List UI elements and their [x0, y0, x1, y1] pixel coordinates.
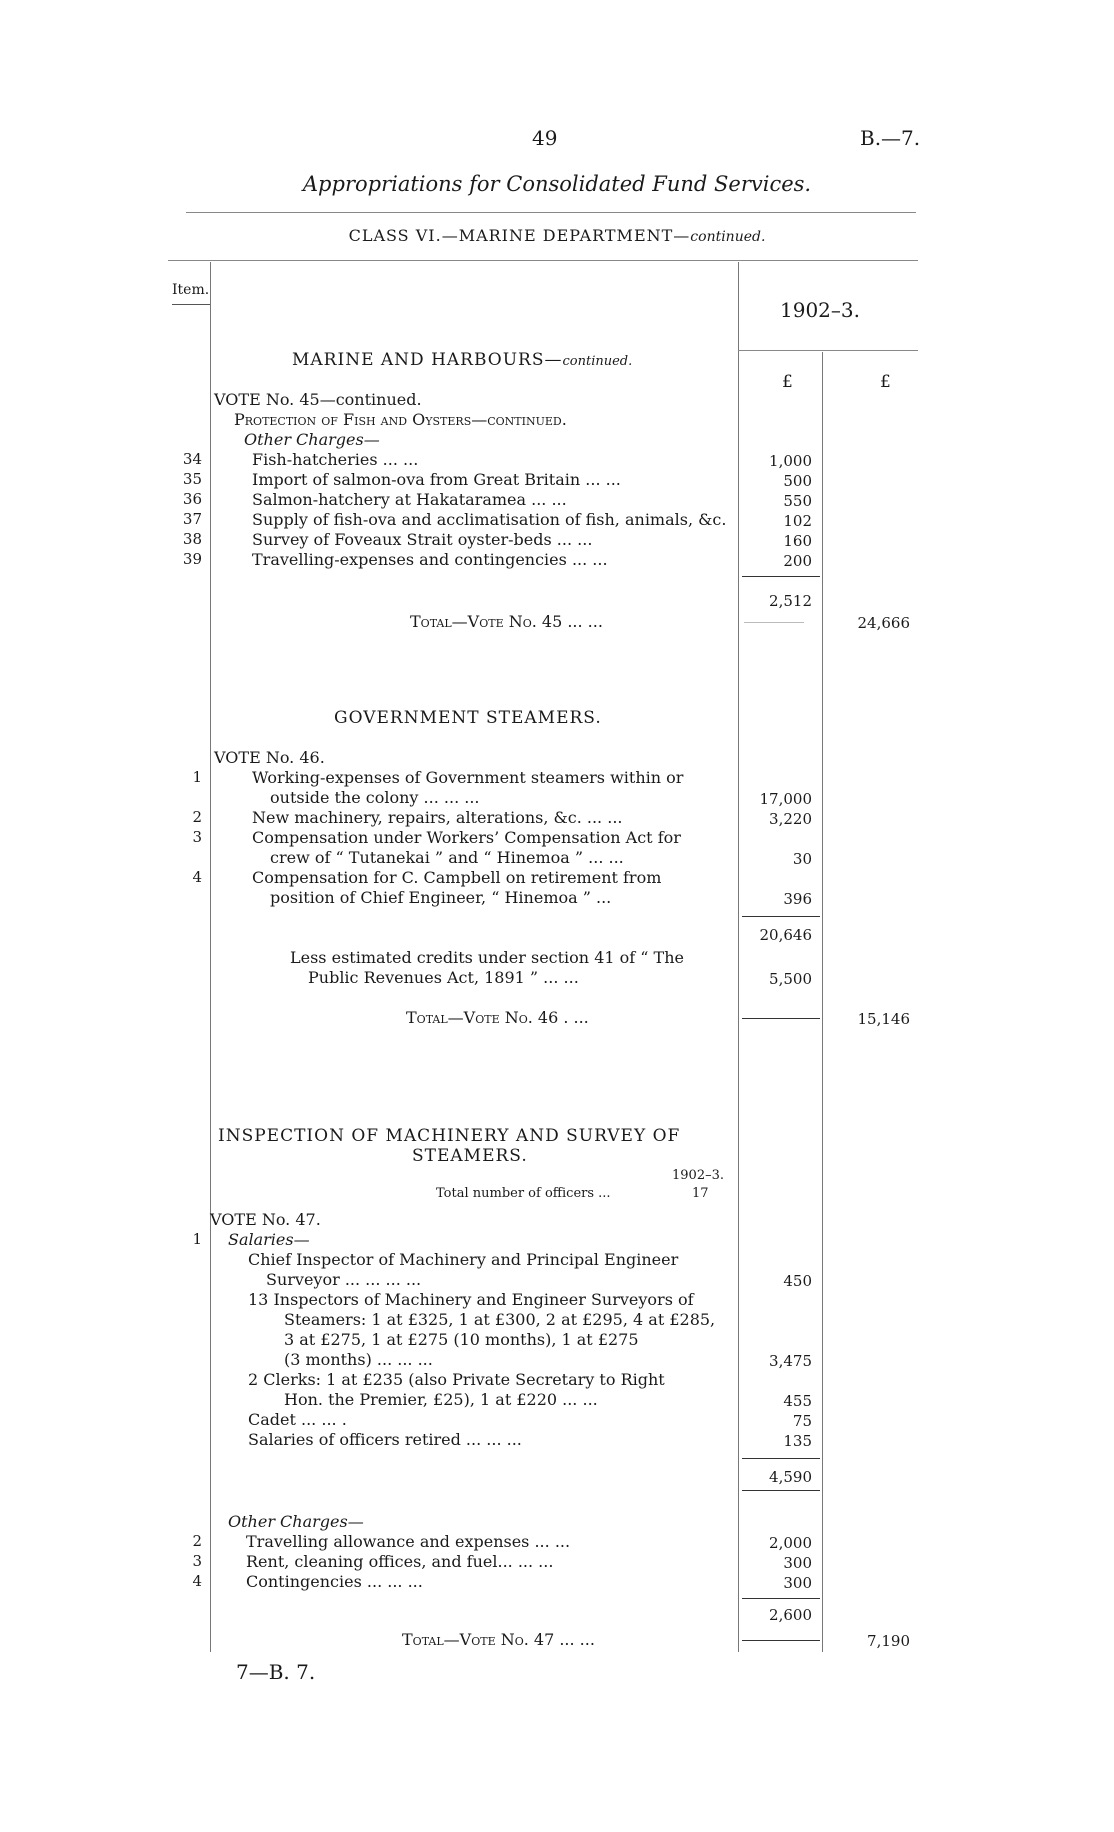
line-item-amount: 300 [783, 1554, 812, 1572]
item-number: 2 [192, 1532, 202, 1550]
vote-45-subtotal: 2,512 [769, 592, 812, 610]
line-item-label: Contingencies ... ... ... [246, 1572, 423, 1591]
item-number: 35 [182, 470, 202, 488]
vote-46-heading: VOTE No. 46. [214, 748, 325, 767]
line-item-label: Import of salmon-ova from Great Britain ... ... [252, 470, 621, 489]
vote-46-total: 15,146 [857, 1010, 910, 1028]
page-title: Appropriations for Consolidated Fund Services. [302, 172, 812, 196]
line-item-label: Salaries of officers retired ... ... ... [248, 1430, 522, 1449]
line-item-label: Rent, cleaning offices, and fuel... ... ... [246, 1552, 554, 1571]
currency-symbol-1: £ [782, 372, 793, 392]
item-number: 4 [192, 868, 202, 886]
less-credits-label: Less estimated credits under section 41 of “ The [290, 948, 684, 967]
item-column-header: Item. [172, 282, 210, 298]
line-item-label: Survey of Foveaux Strait oyster-beds ... ... [252, 530, 593, 549]
year-column-header: 1902–3. [780, 298, 860, 322]
line-item-label-cont: position of Chief Engineer, “ Hinemoa ” ... [270, 888, 612, 907]
line-item-label: Compensation under Workers’ Compensation Act for [252, 828, 681, 847]
line-item-amount: 17,000 [759, 790, 812, 808]
item-number: 38 [182, 530, 202, 548]
line-item-amount: 75 [792, 1412, 812, 1430]
amount-column-divider [822, 352, 823, 1652]
vote-47-total-label: Total—Vote No. 47 ... ... [402, 1630, 595, 1649]
line-item-label: 13 Inspectors of Machinery and Engineer Surveyors of [248, 1290, 694, 1309]
item-number: 1 [192, 1230, 202, 1248]
subtotal-rule [742, 916, 820, 917]
subtotal-rule [742, 1458, 820, 1459]
vote-47-heading: VOTE No. 47. [210, 1210, 321, 1229]
vote-45-total: 24,666 [857, 614, 910, 632]
line-item-label-cont: outside the colony ... ... ... [270, 788, 480, 807]
vote-45-total-label: Total—Vote No. 45 ... ... [410, 612, 603, 631]
item-number: 34 [182, 450, 202, 468]
line-item-label-cont: crew of “ Tutanekai ” and “ Hinemoa ” ... ... [270, 848, 624, 867]
line-item-amount: 550 [783, 492, 812, 510]
section-title-government-steamers: GOVERNMENT STEAMERS. [334, 708, 602, 728]
total-rule [742, 1018, 820, 1019]
less-credits-amount: 5,500 [769, 970, 812, 988]
line-item-amount: 3,475 [769, 1352, 812, 1370]
line-item-label: Chief Inspector of Machinery and Principal Engineer [248, 1250, 679, 1269]
line-item-amount: 160 [783, 532, 812, 550]
line-item-label: New machinery, repairs, alterations, &c. ... ... [252, 808, 623, 827]
vote-46-total-label: Total—Vote No. 46 . ... [406, 1008, 589, 1027]
item-number: 3 [192, 828, 202, 846]
line-item-label-cont: Steamers: 1 at £325, 1 at £300, 2 at £295, 4 at £285, [284, 1310, 716, 1329]
less-credits-label-cont: Public Revenues Act, 1891 ” ... ... [308, 968, 579, 987]
other-charges-label: Other Charges— [228, 1512, 364, 1531]
vote-46-subtotal: 20,646 [759, 926, 812, 944]
item-header-underline [172, 304, 210, 305]
line-item-amount: 455 [783, 1392, 812, 1410]
section-title-marine-harbours: MARINE AND HARBOURS—continued. [292, 350, 633, 370]
fish-oysters-subhead: Protection of Fish and Oysters—continued. [234, 410, 567, 429]
line-item-label: Fish-hatcheries ... ... [252, 450, 419, 469]
officers-count: 17 [692, 1186, 709, 1201]
item-number: 2 [192, 808, 202, 826]
line-item-label-cont: (3 months) ... ... ... [284, 1350, 433, 1369]
line-item-amount: 135 [783, 1432, 812, 1450]
line-item-label-cont: Hon. the Premier, £25), 1 at £220 ... ... [284, 1390, 598, 1409]
line-item-amount: 2,000 [769, 1534, 812, 1552]
line-item-amount: 500 [783, 472, 812, 490]
document-code: B.—7. [860, 126, 921, 150]
charges-subtotal: 2,600 [769, 1606, 812, 1624]
vote-45-heading: VOTE No. 45—continued. [214, 390, 422, 409]
line-item-label: Supply of fish-ova and acclimatisation of fish, animals, &c. [252, 510, 727, 529]
line-item-label: Cadet ... ... . [248, 1410, 347, 1429]
subtotal-rule [742, 1598, 820, 1599]
footer-signature: 7—B. 7. [236, 1660, 316, 1684]
line-item-label-cont: Surveyor ... ... ... ... [266, 1270, 422, 1289]
line-item-label-cont: 3 at £275, 1 at £275 (10 months), 1 at £275 [284, 1330, 639, 1349]
other-charges-label: Other Charges— [244, 430, 380, 449]
line-item-amount: 3,220 [769, 810, 812, 828]
subtotal-rule [742, 576, 820, 577]
item-number: 4 [192, 1572, 202, 1590]
total-rule [742, 1640, 820, 1641]
section-title-inspection: INSPECTION OF MACHINERY AND SURVEY OF [218, 1126, 681, 1146]
item-column-divider [210, 262, 211, 1652]
officers-year: 1902–3. [672, 1168, 724, 1183]
title-rule [186, 212, 916, 213]
vote-47-total: 7,190 [867, 1632, 910, 1650]
line-item-amount: 200 [783, 552, 812, 570]
item-number: 3 [192, 1552, 202, 1570]
salaries-label: Salaries— [228, 1230, 310, 1249]
line-item-label: Compensation for C. Campbell on retirement from [252, 868, 662, 887]
salaries-subtotal: 4,590 [769, 1468, 812, 1486]
line-item-label: Travelling allowance and expenses ... ... [246, 1532, 571, 1551]
class-title: CLASS VI.—MARINE DEPARTMENT—continued. [348, 226, 766, 245]
line-item-amount: 396 [783, 890, 812, 908]
line-item-amount: 102 [783, 512, 812, 530]
currency-symbol-2: £ [880, 372, 891, 392]
line-item-amount: 450 [783, 1272, 812, 1290]
item-number: 39 [182, 550, 202, 568]
section-title-inspection-cont: STEAMERS. [412, 1146, 528, 1166]
line-item-amount: 1,000 [769, 452, 812, 470]
line-item-label: 2 Clerks: 1 at £235 (also Private Secretary to Right [248, 1370, 665, 1389]
officers-label: Total number of officers ... [436, 1186, 611, 1201]
class-rule [168, 260, 918, 261]
line-item-amount: 30 [792, 850, 812, 868]
item-number: 1 [192, 768, 202, 786]
item-number: 37 [182, 510, 202, 528]
year-header-rule [738, 350, 918, 351]
line-item-amount: 300 [783, 1574, 812, 1592]
line-item-label: Working-expenses of Government steamers within or [252, 768, 684, 787]
line-item-label: Travelling-expenses and contingencies ... ... [252, 550, 608, 569]
page-number: 49 [532, 126, 558, 150]
item-number: 36 [182, 490, 202, 508]
total-rule [744, 622, 804, 623]
subtotal-rule [742, 1490, 820, 1491]
line-item-label: Salmon-hatchery at Hakataramea ... ... [252, 490, 567, 509]
